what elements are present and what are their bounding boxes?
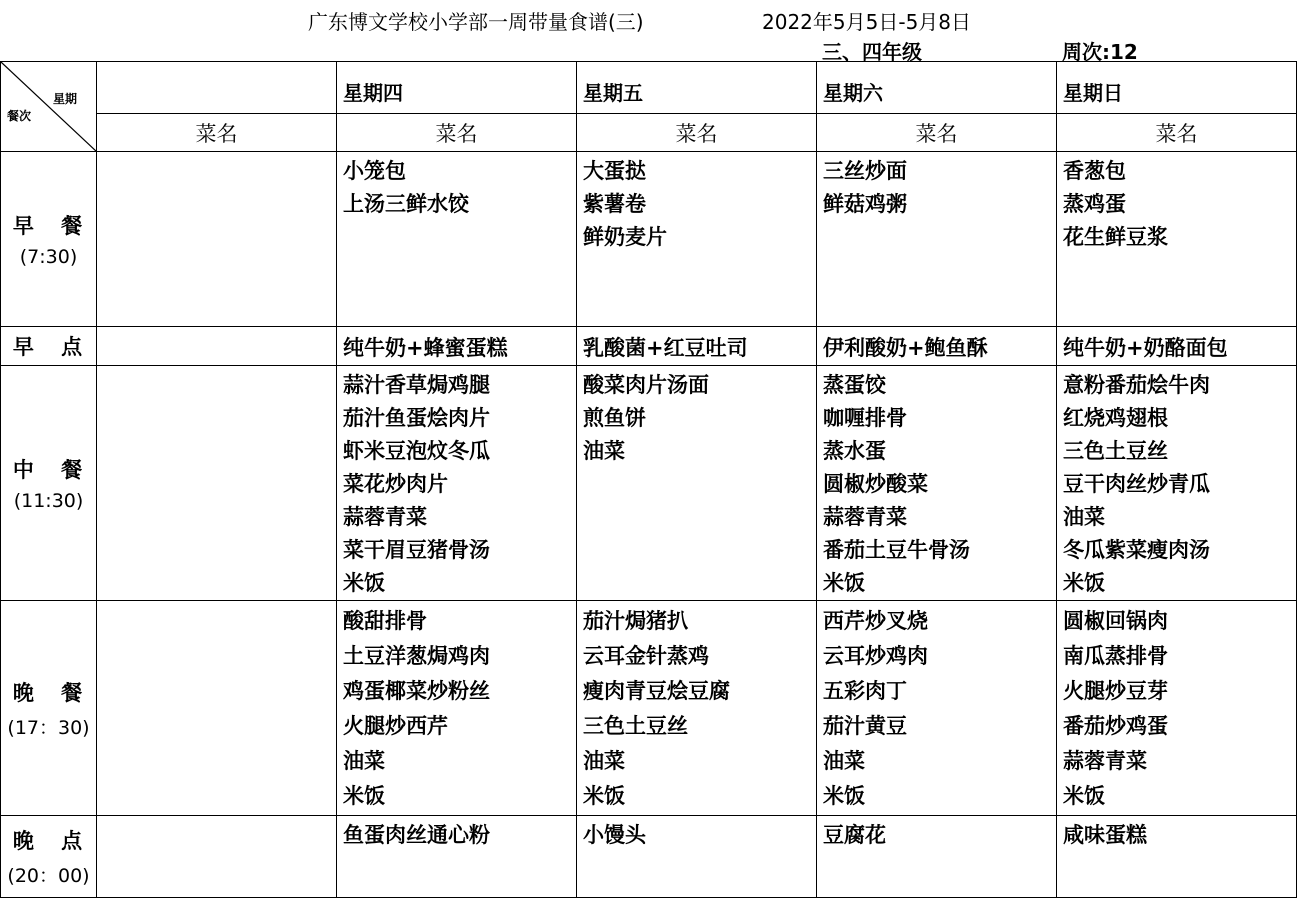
dish-item: 番茄炒鸡蛋 — [1063, 714, 1168, 738]
dish-item: 蒜蓉青菜 — [343, 505, 427, 529]
dish-item: 瘦肉青豆烩豆腐 — [583, 679, 730, 703]
dish-cell — [577, 366, 817, 601]
dish-cell — [817, 816, 1057, 898]
dish-item: 云耳炒鸡肉 — [823, 644, 928, 668]
day-header-saturday: 星期六 — [817, 62, 1057, 114]
dish-item: 花生鲜豆浆 — [1063, 225, 1168, 249]
dish-cell — [337, 327, 577, 366]
dish-item: 咸味蛋糕 — [1063, 823, 1147, 847]
meal-time: (7:30) — [19, 246, 78, 268]
dish-item: 油菜 — [823, 749, 865, 773]
dish-item: 咖喱排骨 — [823, 406, 907, 430]
dish-item: 香葱包 — [1063, 159, 1126, 183]
dish-item: 茄汁黄豆 — [823, 714, 907, 738]
dish-cell — [817, 327, 1057, 366]
dish-item: 西芹炒叉烧 — [823, 609, 928, 633]
dish-item: 米饭 — [343, 784, 385, 808]
dish-item: 油菜 — [343, 749, 385, 773]
dish-cell — [817, 366, 1057, 601]
dish-item: 蒸水蛋 — [823, 439, 886, 463]
dish-item: 小馒头 — [583, 823, 646, 847]
dish-cell — [1057, 601, 1297, 816]
meal-row-breakfast — [1, 152, 1297, 327]
dish-item: 蒜蓉青菜 — [1063, 749, 1147, 773]
week-number: 周次:12 — [1062, 40, 1138, 64]
dish-item: 乳酸菌+红豆吐司 — [583, 336, 748, 360]
dish-item: 米饭 — [583, 784, 625, 808]
dish-item: 豆干肉丝炒青瓜 — [1063, 472, 1210, 496]
menu-table — [0, 61, 1297, 898]
dish-item: 圆椒回锅肉 — [1063, 609, 1168, 633]
dish-cell — [1057, 816, 1297, 898]
dish-item: 虾米豆泡炆冬瓜 — [343, 439, 490, 463]
dish-item: 三丝炒面 — [823, 159, 907, 183]
dish-item: 三色土豆丝 — [1063, 439, 1168, 463]
dish-cell — [97, 601, 337, 816]
dish-item: 土豆洋葱焗鸡肉 — [343, 644, 490, 668]
corner-weekday-label: 星期 — [53, 92, 78, 106]
meal-row-dinner — [1, 601, 1297, 816]
meal-time: (17：30) — [7, 716, 90, 739]
meal-name: 晚 点 — [12, 829, 93, 853]
dish-cell — [817, 601, 1057, 816]
dish-cell — [577, 152, 817, 327]
dish-item: 鱼蛋肉丝通心粉 — [343, 823, 490, 847]
day-header-thursday: 星期四 — [337, 62, 577, 114]
dish-item: 茄汁焗猪扒 — [583, 609, 688, 633]
dish-item: 冬瓜紫菜瘦肉汤 — [1063, 538, 1210, 562]
dish-item: 酸甜排骨 — [343, 609, 427, 633]
dish-cell — [817, 152, 1057, 327]
meal-label-cell — [1, 816, 97, 898]
meal-time: (11:30) — [13, 490, 84, 512]
dish-item: 蒸蛋饺 — [823, 373, 886, 397]
dish-item: 三色土豆丝 — [583, 714, 688, 738]
dish-item: 菜花炒肉片 — [343, 472, 448, 496]
dish-item: 蒸鸡蛋 — [1063, 192, 1126, 216]
meal-row-morning-snack — [1, 327, 1297, 366]
dish-cell — [1057, 327, 1297, 366]
dish-item: 酸菜肉片汤面 — [583, 373, 709, 397]
dish-item: 油菜 — [583, 439, 625, 463]
dish-cell — [337, 601, 577, 816]
meal-label-cell — [1, 327, 97, 366]
corner-cell — [1, 62, 97, 152]
dish-cell — [337, 366, 577, 601]
dish-item: 菜干眉豆猪骨汤 — [343, 538, 490, 562]
day-header-blank — [97, 62, 337, 114]
dish-cell — [1057, 152, 1297, 327]
dish-cell — [577, 601, 817, 816]
meal-name: 中 餐 — [12, 458, 93, 482]
dish-item: 茄汁鱼蛋烩肉片 — [343, 406, 490, 430]
dish-item: 火腿炒豆芽 — [1063, 679, 1168, 703]
dish-item: 意粉番茄烩牛肉 — [1063, 373, 1210, 397]
dish-cell — [577, 327, 817, 366]
dish-item: 蒜蓉青菜 — [823, 505, 907, 529]
day-header-friday: 星期五 — [577, 62, 817, 114]
dish-item: 紫薯卷 — [583, 192, 646, 216]
dish-item: 油菜 — [1063, 505, 1105, 529]
dish-cell — [97, 816, 337, 898]
dish-cell — [337, 816, 577, 898]
dish-item: 鲜菇鸡粥 — [823, 192, 907, 216]
dish-item: 鲜奶麦片 — [583, 225, 667, 249]
dish-item: 煎鱼饼 — [583, 406, 646, 430]
meal-name: 早 餐 — [12, 214, 93, 238]
corner-meal-label: 餐次 — [7, 109, 32, 123]
dish-cell — [337, 152, 577, 327]
dish-item: 纯牛奶+蜂蜜蛋糕 — [343, 336, 508, 360]
dish-column-header: 菜名 — [817, 114, 1057, 152]
dish-item: 火腿炒西芹 — [343, 714, 448, 738]
page-title: 广东博文学校小学部一周带量食谱(三) — [308, 10, 644, 34]
dish-item: 米饭 — [1063, 571, 1105, 595]
meal-label-cell — [1, 366, 97, 601]
date-range: 2022年5月5日-5月8日 — [762, 10, 972, 34]
dish-cell — [97, 327, 337, 366]
dish-item: 五彩肉丁 — [823, 679, 907, 703]
dish-item: 番茄土豆牛骨汤 — [823, 538, 970, 562]
grade-label: 三、四年级 — [822, 40, 922, 64]
dish-item: 米饭 — [823, 784, 865, 808]
dish-column-header: 菜名 — [337, 114, 577, 152]
dish-item: 小笼包 — [343, 159, 406, 183]
dish-cell — [97, 366, 337, 601]
dish-item: 油菜 — [583, 749, 625, 773]
dish-column-header: 菜名 — [577, 114, 817, 152]
dish-item: 米饭 — [1063, 784, 1105, 808]
dish-item: 鸡蛋椰菜炒粉丝 — [343, 679, 490, 703]
meal-time: (20：00) — [7, 865, 90, 887]
meal-label-cell — [1, 601, 97, 816]
meal-row-night-snack — [1, 816, 1297, 898]
meal-row-lunch — [1, 366, 1297, 601]
dish-item: 伊利酸奶+鲍鱼酥 — [823, 336, 988, 360]
dish-item: 南瓜蒸排骨 — [1063, 644, 1168, 668]
dish-item: 红烧鸡翅根 — [1063, 406, 1168, 430]
dish-column-header: 菜名 — [97, 114, 337, 152]
dish-item: 大蛋挞 — [583, 159, 646, 183]
meal-label-cell — [1, 152, 97, 327]
meal-name: 晚 餐 — [12, 680, 93, 705]
dish-item: 圆椒炒酸菜 — [823, 472, 928, 496]
meal-name: 早 点 — [12, 335, 93, 359]
dish-item: 米饭 — [823, 571, 865, 595]
dish-item: 蒜汁香草焗鸡腿 — [343, 373, 490, 397]
dish-cell — [1057, 366, 1297, 601]
dish-item: 纯牛奶+奶酪面包 — [1063, 336, 1228, 360]
day-header-sunday: 星期日 — [1057, 62, 1297, 114]
dish-item: 云耳金针蒸鸡 — [583, 644, 709, 668]
dish-cell — [97, 152, 337, 327]
dish-item: 豆腐花 — [823, 823, 886, 847]
dish-item: 上汤三鲜水饺 — [343, 192, 469, 216]
dish-item: 米饭 — [343, 571, 385, 595]
dish-cell — [577, 816, 817, 898]
dish-column-header: 菜名 — [1057, 114, 1297, 152]
